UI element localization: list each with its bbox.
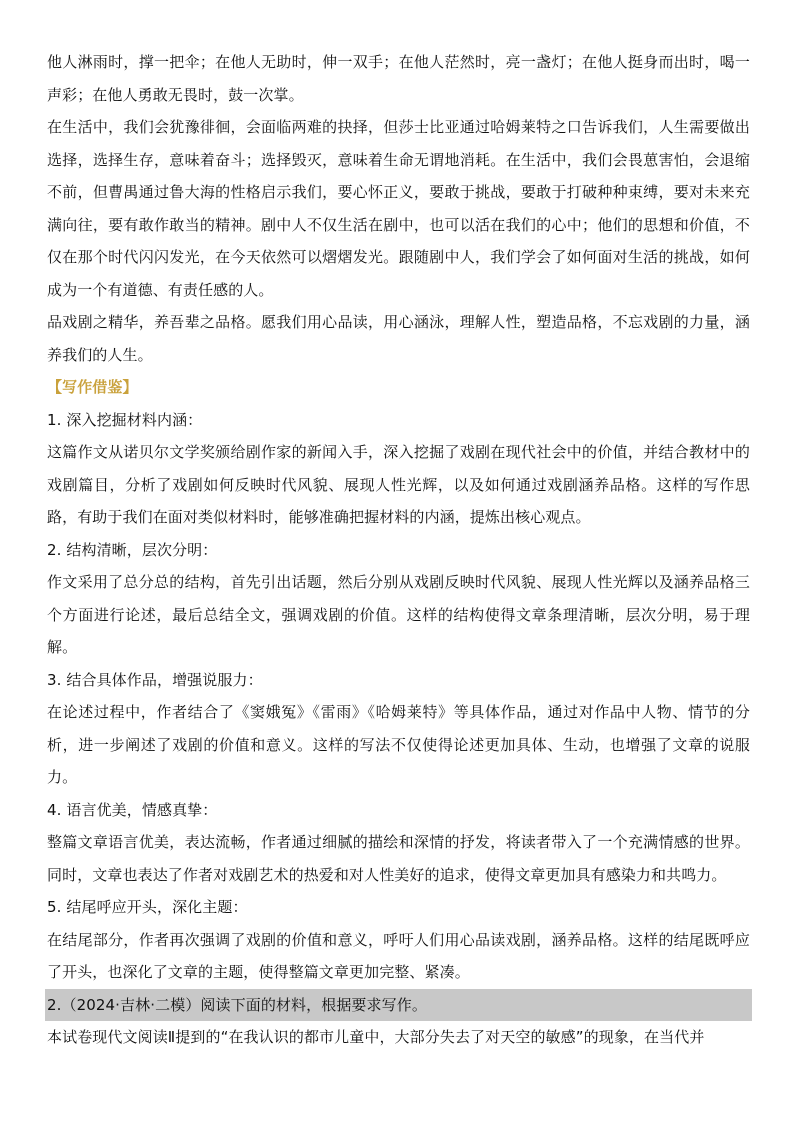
point-1-body: 这篇作文从诺贝尔文学奖颁给剧作家的新闻入手，深入挖掘了戏剧在现代社会中的价值，并结合教材中的戏剧篇目，分析了戏剧如何反映时代风貌、展现人性光辉，以及如何通过戏剧涵养品格。这样的写作思路，有助于我们在面对类似材料时，能够准确把握材料的内涵，提炼出核心观点。 [47, 443, 750, 526]
point-4-body: 整篇文章语言优美，表达流畅，作者通过细腻的描绘和深情的抒发，将读者带入了一个充满情感的世界。同时，文章也表达了作者对戏剧艺术的热爱和对人性美好的追求，使得文章更加具有感染力和共鸣力。 [47, 833, 750, 884]
question-heading-bar: 2.（2024·吉林·二模）阅读下面的材料，根据要求写作。 [45, 989, 752, 1021]
question-intro: 本试卷现代文阅读Ⅱ提到的“在我认识的都市儿童中，大部分失去了对天空的敏感”的现象，在当代并 [47, 1027, 705, 1046]
section-title-writing-reference: 【写作借鉴】 [47, 378, 138, 396]
intro-paragraph-1: 他人淋雨时，撑一把伞；在他人无助时，伸一双手；在他人茫然时，亮一盏灯；在他人挺身而出时，喝一声彩；在他人勇敢无畏时，鼓一次掌。 [47, 53, 750, 104]
intro-paragraph-2: 在生活中，我们会犹豫徘徊，会面临两难的抉择，但莎士比亚通过哈姆莱特之口告诉我们，人生需要做出选择，选择生存，意味着奋斗；选择毁灭，意味着生命无谓地消耗。在生活中，我们会畏葸害怕，会退缩不前，但曹禺通过鲁大海的性格启示我们，要心怀正义，要敢于挑战，要敢于打破种种束缚，要对未来充满向往，要有敢作敢当的精神。剧中人不仅生活在剧中，也可以活在我们的心中；他们的思想和价值，不仅在那个时代闪闪发光，在今天依然可以熠熠发光。跟随剧中人，我们学会了如何面对生活的挑战，如何成为一个有道德、有责任感的人。 [47, 118, 750, 299]
point-3-body: 在论述过程中，作者结合了《窦娥冤》《雷雨》《哈姆莱特》等具体作品，通过对作品中人物、情节的分析，进一步阐述了戏剧的价值和意义。这样的写法不仅使得论述更加具体、生动，也增强了文章的说服力。 [47, 703, 750, 786]
point-3-title: 3. 结合具体作品，增强说服力： [47, 670, 263, 689]
point-5-title: 5. 结尾呼应开头，深化主题： [47, 898, 248, 916]
point-1-title: 1. 深入挖掘材料内涵： [47, 410, 203, 429]
point-4-title: 4. 语言优美，情感真挚： [47, 800, 218, 819]
intro-paragraph-3: 品戏剧之精华，养吾辈之品格。愿我们用心品读，用心涵泳，理解人性，塑造品格，不忘戏剧的力量，涵养我们的人生。 [47, 313, 750, 364]
document-page [47, 46, 750, 1053]
point-2-body: 作文采用了总分总的结构，首先引出话题，然后分别从戏剧反映时代风貌、展现人性光辉以及涵养品格三个方面进行论述，最后总结全文，强调戏剧的价值。这样的结构使得文章条理清晰，层次分明，易于理解。 [47, 573, 750, 656]
point-5-body: 在结尾部分，作者再次强调了戏剧的价值和意义，呼吁人们用心品读戏剧，涵养品格。这样的结尾既呼应了开头，也深化了文章的主题，使得整篇文章更加完整、紧凑。 [47, 930, 750, 981]
point-2-title: 2. 结构清晰，层次分明： [47, 540, 218, 559]
